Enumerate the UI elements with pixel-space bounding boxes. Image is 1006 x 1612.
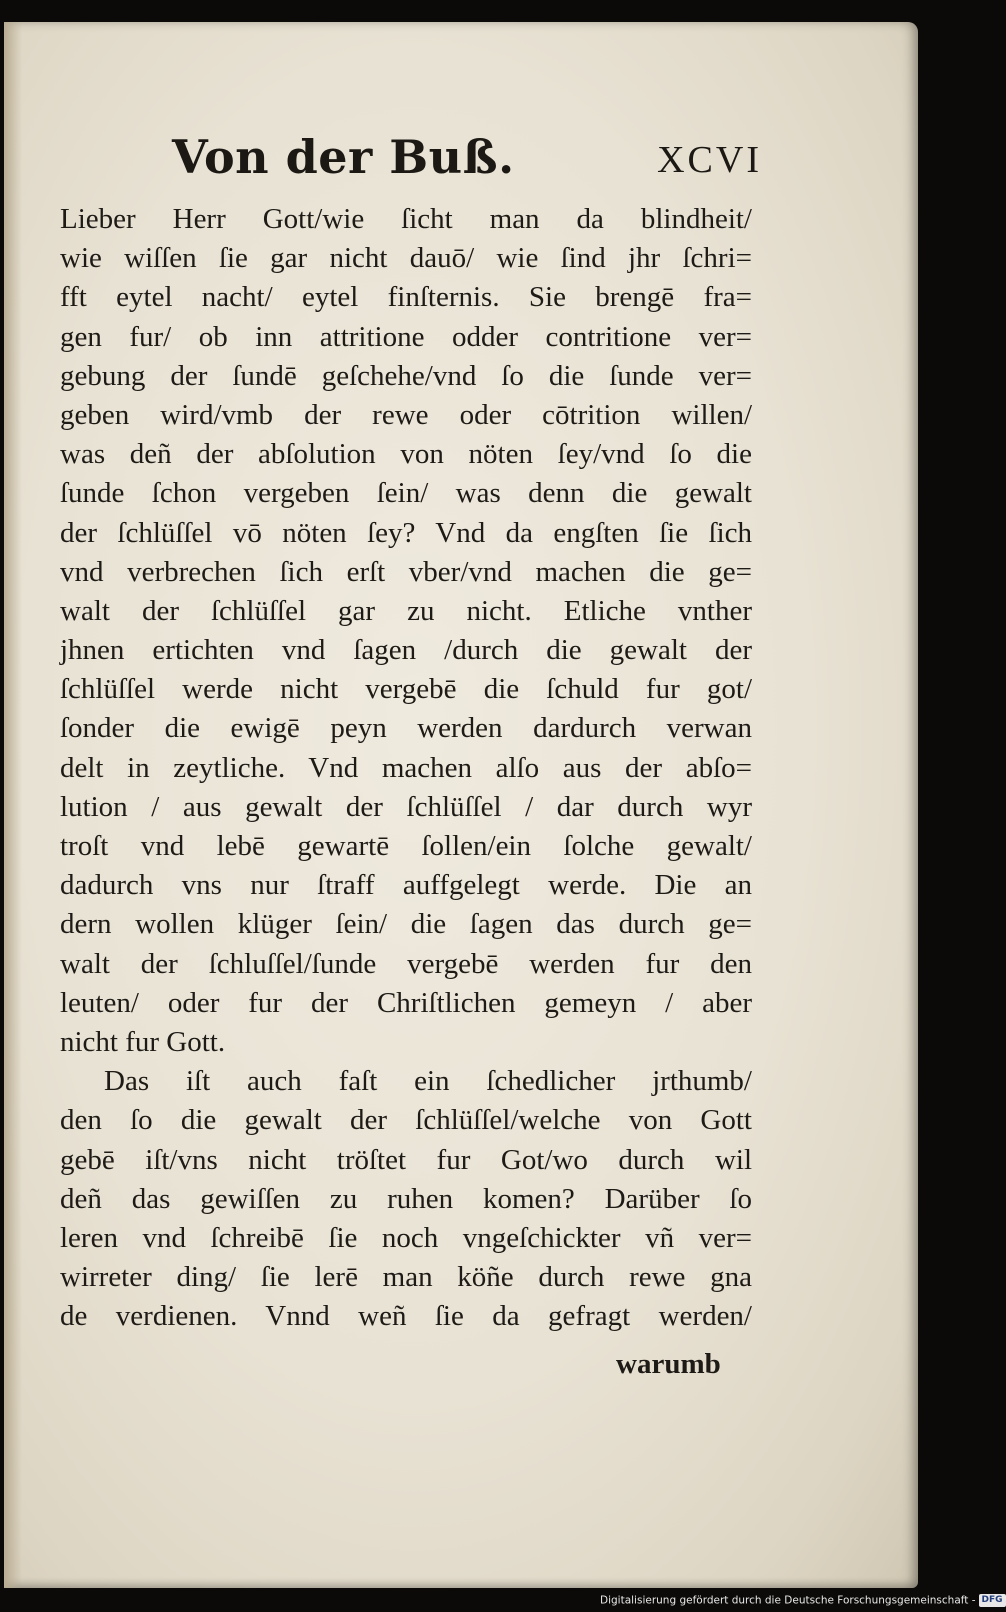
body-text [60, 200, 752, 1336]
text-line: de verdienen. Vnnd weñ ſie da gefragt werden/ [60, 1300, 752, 1333]
text-line: lution / aus gewalt der ſchlüſſel / dar durch wyr [60, 790, 752, 823]
text-line: ſchlüſſel werde nicht vergebē die ſchuld fur got/ [60, 673, 752, 706]
text-line: troſt vnd lebē gewartē ſollen/ein ſolche gewalt/ [60, 830, 752, 862]
text-line: wirreter ding/ ſie lerē man köñe durch rewe gna [60, 1261, 752, 1294]
text-line: was deñ der abſolution von nöten ſey/vnd ſo die [60, 438, 752, 471]
text-line: nicht fur Gott. [60, 1025, 226, 1058]
text-line: der ſchlüſſel vō nöten ſey? Vnd da engſten ſie ſich [60, 516, 752, 549]
page-header [172, 130, 762, 186]
text-line: den ſo die gewalt der ſchlüſſel/welche von Gott [60, 1104, 752, 1137]
dfg-logo-icon: DFG [979, 1594, 1006, 1607]
folio-number: XCVI [657, 139, 762, 181]
running-title: Von der Buß. [172, 130, 515, 184]
text-line: dadurch vns nur ſtraff auffgelegt werde. Die an [60, 869, 752, 902]
text-line: walt der ſchlüſſel gar zu nicht. Etliche vnther [60, 594, 752, 627]
digitization-credit [600, 1594, 1003, 1610]
book-page [4, 22, 918, 1588]
text-line: ſonder die ewigē peyn werden dardurch verwan [60, 712, 752, 745]
text-line: gen fur/ ob inn attritione odder contritione ver= [60, 320, 752, 353]
text-line: Lieber Herr Gott/wie ſicht man da blindheit/ [60, 203, 752, 235]
text-line: gebē iſt/vns nicht tröſtet fur Got/wo durch wil [60, 1143, 752, 1176]
text-line: gebung der ſundē geſchehe/vnd ſo die ſunde ver= [60, 359, 752, 392]
text-line: vnd verbrechen ſich erſt vber/vnd machen die ge= [60, 555, 752, 588]
text-line: leuten/ oder fur der Chriſtlichen gemeyn / aber [60, 986, 752, 1019]
text-line: walt der ſchluſſel/ſunde vergebē werden fur den [60, 947, 752, 980]
text-line: deñ das gewiſſen zu ruhen komen? Darüber ſo [60, 1182, 752, 1215]
text-line: geben wird/vmb der rewe oder cōtrition willen/ [60, 398, 752, 431]
text-line: wie wiſſen ſie gar nicht dauō/ wie ſind jhr ſchri= [60, 242, 752, 275]
text-line: dern wollen klüger ſein/ die ſagen das durch ge= [60, 908, 752, 941]
catchword: warumb [616, 1348, 721, 1380]
credit-text: Digitalisierung gefördert durch die Deutsche Forschungsgemeinschaft - [600, 1594, 976, 1607]
text-line: ſunde ſchon vergeben ſein/ was denn die gewalt [60, 477, 752, 510]
text-line: delt in zeytliche. Vnd machen alſo aus der abſo= [60, 751, 752, 784]
text-line: jhnen ertichten vnd ſagen /durch die gewalt der [60, 634, 752, 667]
text-line: fft eytel nacht/ eytel finſternis. Sie brengē fra= [60, 281, 752, 314]
paragraph-start-line: Das iſt auch faſt ein ſchedlicher jrthumb/ [104, 1065, 752, 1098]
text-line: leren vnd ſchreibē ſie noch vngeſchickter vñ ver= [60, 1221, 752, 1254]
